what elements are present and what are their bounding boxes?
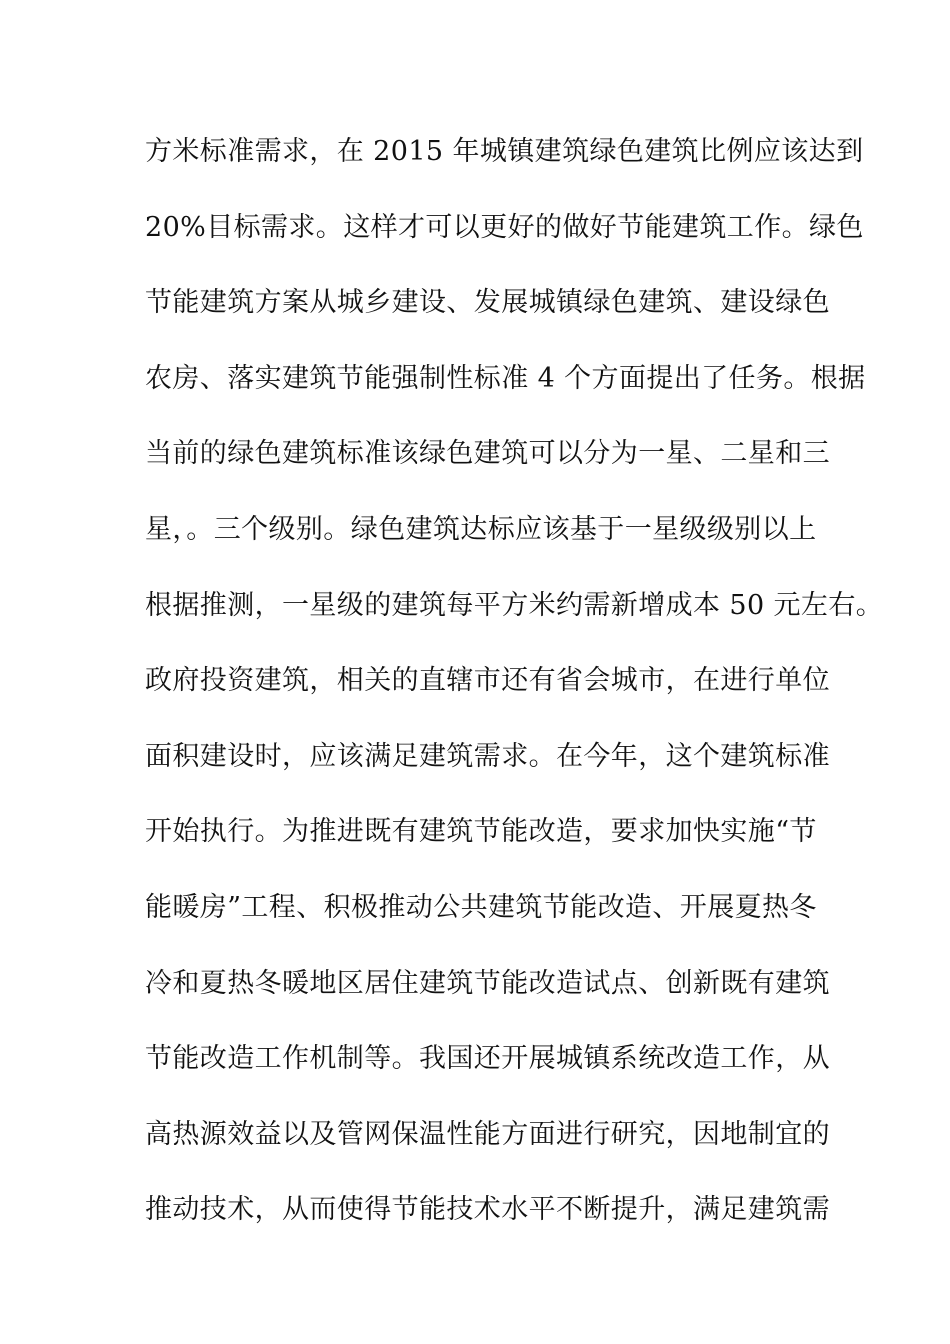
text-line: 政府投资建筑，相关的直辖市还有省会城市，在进行单位 [145, 665, 830, 697]
text-line: 星，。三个级别。绿色建筑达标应该基于一星级级别以上 [145, 513, 817, 545]
text-line: 能暖房”工程、积极推动公共建筑节能改造、开展夏热冬 [145, 891, 817, 923]
text-line: 根据推测，一星级的建筑每平方米约需新增成本 50 元左右。 [145, 589, 884, 621]
text-line: 面积建设时，应该满足建筑需求。在今年，这个建筑标准 [145, 740, 830, 772]
text-line: 当前的绿色建筑标准该绿色建筑可以分为一星、二星和三 [145, 438, 830, 470]
text-line: 方米标准需求，在 2015 年城镇建筑绿色建筑比例应该达到 [145, 136, 864, 167]
text-line: 开始执行。为推进既有建筑节能改造，要求加快实施“节 [145, 816, 817, 848]
text-line: 高热源效益以及管网保温性能方面进行研究，因地制宜的 [145, 1118, 830, 1150]
text-line: 节能改造工作机制等。我国还开展城镇系统改造工作，从 [145, 1043, 830, 1075]
text-line: 冷和夏热冬暖地区居住建筑节能改造试点、创新既有建筑 [145, 967, 830, 999]
text-line: 20%目标需求。这样才可以更好的做好节能建筑工作。绿色 [145, 211, 864, 243]
text-line: 节能建筑方案从城乡建设、发展城镇绿色建筑、建设绿色 [145, 287, 830, 319]
body-text [145, 128, 884, 1262]
text-line: 推动技术，从而使得节能技术水平不断提升，满足建筑需 [145, 1194, 830, 1226]
text-line: 农房、落实建筑节能强制性标准 4 个方面提出了任务。根据 [145, 362, 866, 394]
